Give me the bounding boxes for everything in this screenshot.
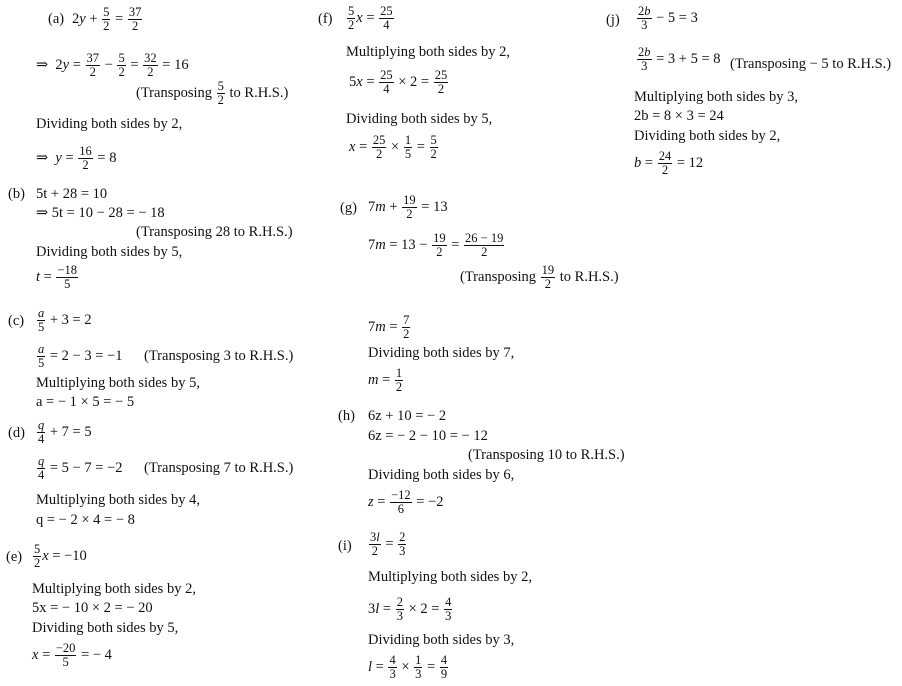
eq-b-3: t = $\frac{-18}{5}$	[36, 263, 78, 292]
eq-d-3: q = − 2 × 4 = − 8	[36, 512, 135, 528]
eq-c-1: $\frac{a}{5}$ + 3 = 2	[38, 306, 92, 335]
transpose-g: (Transposing $\frac{19}{2}$ to R.H.S.)	[460, 263, 619, 292]
eq-f-2: 5x = $\frac{25}{4}$ × 2 = $\frac{25}{2}$	[349, 68, 448, 97]
eq-c-2: $\frac{a}{5}$ = 2 − 3 = −1	[38, 342, 123, 371]
eq-g-3: 7m = $\frac{7}{2}$	[368, 313, 410, 342]
label-f: (f)	[318, 11, 333, 27]
eq-b-2: ⇒ 5t = 10 − 28 = − 18	[36, 205, 165, 221]
eq-e-2: 5x = − 10 × 2 = − 20	[32, 600, 153, 616]
text-f-divide: Dividing both sides by 5,	[346, 111, 493, 127]
eq-h-1: 6z + 10 = − 2	[368, 408, 447, 424]
transpose-d: (Transposing 7 to R.H.S.)	[144, 460, 294, 476]
eq-g-4: m = $\frac{1}{2}$	[368, 366, 403, 395]
eq-i-1: $\frac{3l}{2}$ = $\frac{2}{3}$	[370, 530, 406, 559]
eq-d-1: $\frac{q}{4}$ + 7 = 5	[38, 418, 92, 447]
eq-j-1: $\frac{2b}{3}$ − 5 = 3	[638, 4, 698, 33]
eq-g-1: 7m + $\frac{19}{2}$ = 13	[368, 193, 448, 222]
text-f-multiply: Multiplying both sides by 2,	[346, 44, 510, 60]
text-e-multiply: Multiplying both sides by 2,	[32, 581, 196, 597]
eq-f-1: $\frac{5}{2}$ x = $\frac{25}{4}$	[348, 4, 393, 33]
text-g-divide: Dividing both sides by 7,	[368, 345, 515, 361]
eq-i-3: l = $\frac{4}{3}$ × $\frac{1}{3}$ = $\frac{4}{9}$	[368, 653, 448, 682]
eq-j-2: $\frac{2b}{3}$ = 3 + 5 = 8	[638, 45, 721, 74]
eq-j-3: 2b = 8 × 3 = 24	[634, 108, 724, 124]
text-d-multiply: Multiplying both sides by 4,	[36, 492, 200, 508]
text-a-divide: Dividing both sides by 2,	[36, 116, 183, 132]
eq-c-3: a = − 1 × 5 = − 5	[36, 394, 135, 410]
label-h: (h)	[338, 408, 355, 424]
eq-e-3: x = $\frac{-20}{5}$ = − 4	[32, 641, 112, 670]
eq-g-2: 7m = 13 − $\frac{19}{2}$ = $\frac{26 - 19}{2}$	[368, 231, 504, 260]
text-e-divide: Dividing both sides by 5,	[32, 620, 179, 636]
text-h-divide: Dividing both sides by 6,	[368, 467, 515, 483]
transpose-j: (Transposing − 5 to R.H.S.)	[730, 56, 892, 72]
eq-b-1: 5t + 28 = 10	[36, 186, 108, 202]
text-b-divide: Dividing both sides by 5,	[36, 244, 183, 260]
eq-f-3: x = $\frac{25}{2}$ × $\frac{1}{5}$ = $\frac{5}{2}$	[349, 133, 437, 162]
eq-j-4: b = $\frac{24}{2}$ = 12	[634, 149, 704, 178]
eq-a-2: ⇒ 2y = $\frac{37}{2}$ − $\frac{5}{2}$ = $\frac{32}{2}$ = 16	[36, 51, 189, 80]
eq-d-2: $\frac{q}{4}$ = 5 − 7 = −2	[38, 454, 123, 483]
transpose-h: (Transposing 10 to R.H.S.)	[468, 447, 625, 463]
eq-h-3: z = $\frac{-12}{6}$ = −2	[368, 488, 444, 517]
text-j-divide: Dividing both sides by 2,	[634, 128, 781, 144]
text-i-multiply: Multiplying both sides by 2,	[368, 569, 532, 585]
eq-h-2: 6z = − 2 − 10 = − 12	[368, 428, 488, 444]
text-i-divide: Dividing both sides by 3,	[368, 632, 515, 648]
transpose-b: (Transposing 28 to R.H.S.)	[136, 224, 293, 240]
transpose-c: (Transposing 3 to R.H.S.)	[144, 348, 294, 364]
text-j-multiply: Multiplying both sides by 3,	[634, 89, 798, 105]
label-d: (d)	[8, 425, 25, 441]
label-i: (i)	[338, 538, 352, 554]
label-j: (j)	[606, 12, 620, 28]
transpose-a: (Transposing $\frac{5}{2}$ to R.H.S.)	[136, 79, 289, 108]
eq-e-1: $\frac{5}{2}$ x = −10	[34, 542, 87, 571]
text-c-multiply: Multiplying both sides by 5,	[36, 375, 200, 391]
eq-a-3: ⇒ y = $\frac{16}{2}$ = 8	[36, 144, 117, 173]
label-a: (a)	[48, 11, 65, 27]
label-g: (g)	[340, 200, 357, 216]
eq-i-2: 3l = $\frac{2}{3}$ × 2 = $\frac{4}{3}$	[368, 595, 452, 624]
eq-a-1: 2y + $\frac{5}{2}$ = $\frac{37}{2}$	[72, 5, 142, 34]
label-b: (b)	[8, 186, 25, 202]
label-c: (c)	[8, 313, 25, 329]
label-e: (e)	[6, 549, 23, 565]
